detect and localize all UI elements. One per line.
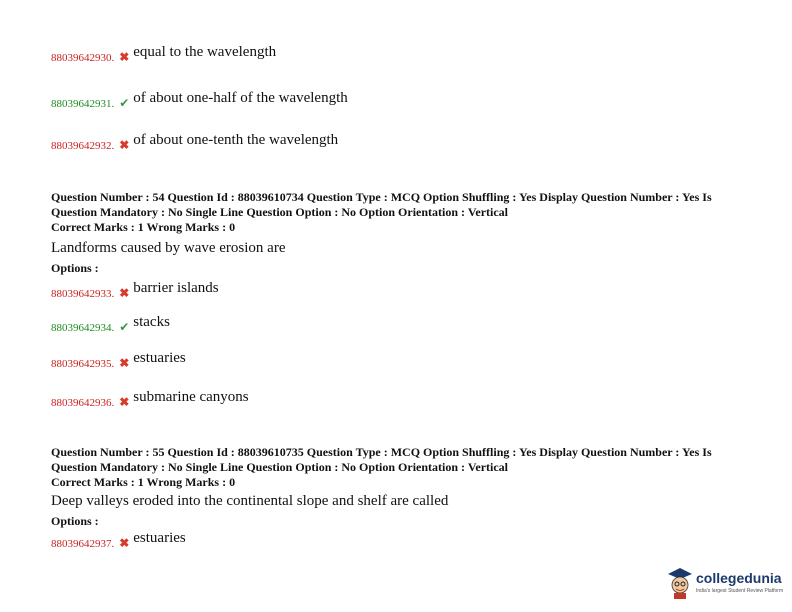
collegedunia-logo xyxy=(666,564,786,604)
options-label: Options : xyxy=(51,261,99,275)
option-id: 88039642930. xyxy=(51,52,115,64)
option-id: 88039642931. xyxy=(51,98,115,110)
list-item xyxy=(51,44,277,64)
logo-tagline: India's largest Student Review Platform xyxy=(696,588,784,594)
question-marks: Correct Marks : 1 Wrong Marks : 0 xyxy=(51,475,236,489)
list-item xyxy=(51,132,339,152)
option-id: 88039642937. xyxy=(51,538,115,550)
list-item xyxy=(51,530,186,550)
cross-mark-icon: ✖ xyxy=(119,395,130,409)
option-id: 88039642932. xyxy=(51,140,115,152)
option-text: submarine canyons xyxy=(133,389,249,405)
option-id: 88039642936. xyxy=(51,397,115,409)
option-id: 88039642935. xyxy=(51,358,115,370)
option-id: 88039642934. xyxy=(51,322,115,334)
list-item xyxy=(51,389,249,409)
check-mark-icon: ✔ xyxy=(119,96,130,110)
question-text: Landforms caused by wave erosion are xyxy=(51,240,286,256)
graduate-mascot-icon xyxy=(666,566,694,600)
cross-mark-icon: ✖ xyxy=(119,536,130,550)
cross-mark-icon: ✖ xyxy=(119,286,130,300)
list-item xyxy=(51,90,348,110)
options-label: Options : xyxy=(51,514,99,528)
question-meta: Question Number : 55 Question Id : 88039610735 Question Type : MCQ Option Shuffling : Yes Display Question Number : Yes Is Question Mandatory : No Single Line Question Option : No Option Orientation : Vertical xyxy=(51,445,712,474)
option-text: of about one-tenth the wavelength xyxy=(133,132,339,148)
option-id: 88039642933. xyxy=(51,288,115,300)
cross-mark-icon: ✖ xyxy=(119,50,130,64)
option-text: stacks xyxy=(133,314,170,330)
cross-mark-icon: ✖ xyxy=(119,138,130,152)
option-text: of about one-half of the wavelength xyxy=(133,90,348,106)
cross-mark-icon: ✖ xyxy=(119,356,130,370)
option-text: equal to the wavelength xyxy=(133,44,277,60)
option-text: estuaries xyxy=(133,530,186,546)
option-text: estuaries xyxy=(133,350,186,366)
logo-brand: collegedunia xyxy=(696,570,782,586)
question-meta: Question Number : 54 Question Id : 88039610734 Question Type : MCQ Option Shuffling : Yes Display Question Number : Yes Is Question Mandatory : No Single Line Question Option : No Option Orientation : Vertical xyxy=(51,190,712,219)
check-mark-icon: ✔ xyxy=(119,320,130,334)
question-text: Deep valleys eroded into the continental slope and shelf are called xyxy=(51,493,449,509)
question-marks: Correct Marks : 1 Wrong Marks : 0 xyxy=(51,220,236,234)
list-item xyxy=(51,350,186,370)
list-item xyxy=(51,314,170,334)
option-text: barrier islands xyxy=(133,280,219,296)
list-item xyxy=(51,280,219,300)
